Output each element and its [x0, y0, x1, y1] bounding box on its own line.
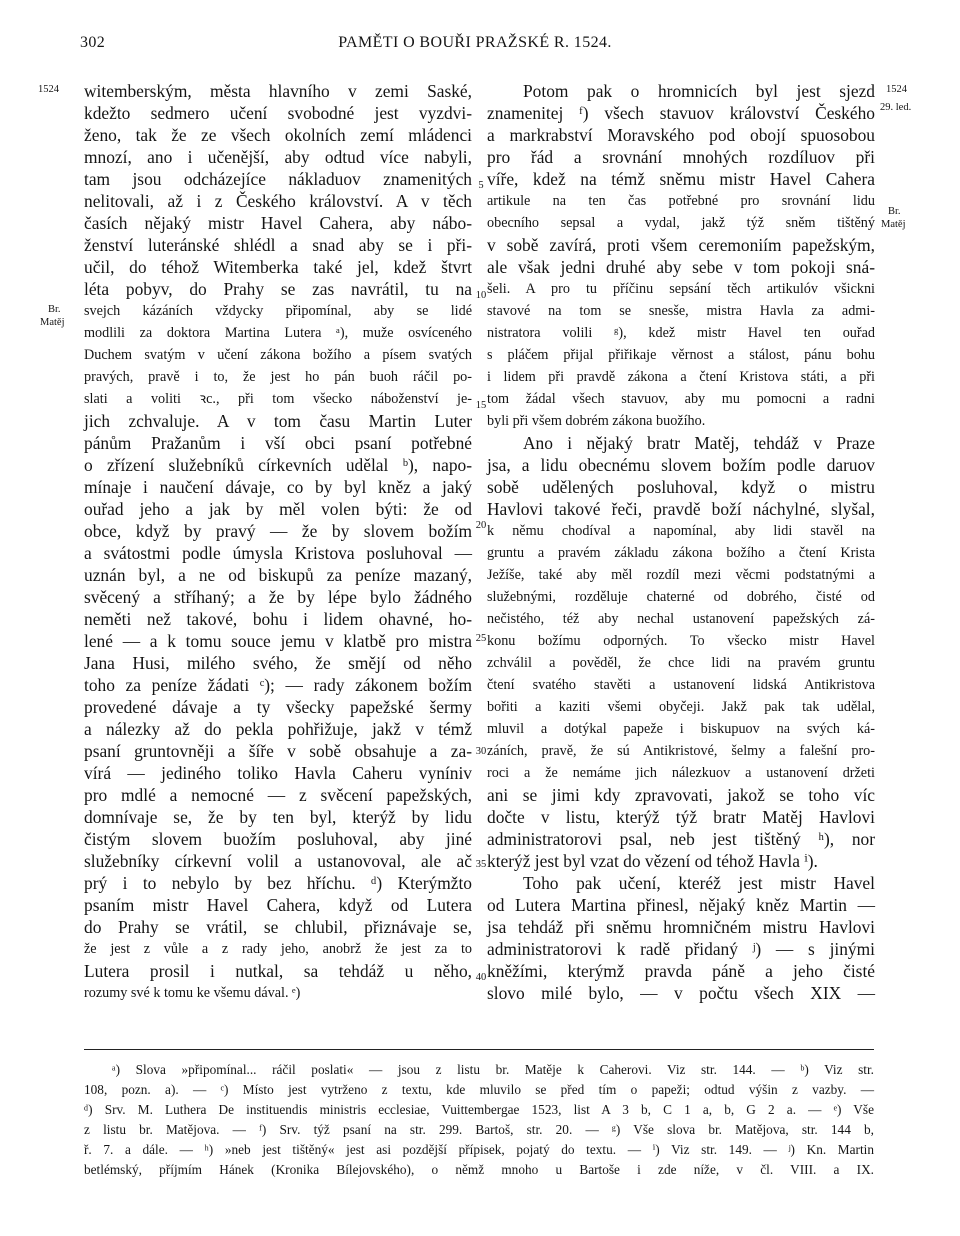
footnote-line: betlémský, příjmím Hánek (Kronika Bílejovského), o němž mnoho u Bartoše i zde níže, v čl. VIII. a IX. [84, 1162, 874, 1177]
line-number: 10 [475, 290, 487, 301]
text-line: modlili za doktora Martina Lutera ᵃ), muže osvíceného [84, 325, 472, 341]
text-line: sobě udělených posluhoval, když o mistru [487, 477, 875, 497]
text-line: a markrabství Moravského pod obojí spuosobou [487, 125, 875, 145]
text-line: Lutera prosil i nutkal, sa tehdáž u něho, [84, 961, 472, 981]
text-line: obce, když by pravý — že by slovem božím [84, 521, 472, 541]
text-line: jich zchvaluje. A v tom času Martin Luter [84, 411, 472, 431]
text-line: roci a že nemáme jich nálezkuov a ustanovení držeti [487, 765, 875, 781]
text-line: stavové na tom se snesše, mistra Havla za admi- [487, 303, 875, 319]
running-title: PAMĚTI O BOUŘI PRAŽSKÉ R. 1524. [338, 34, 612, 51]
text-line: pro mdlé a nemocné — z svěcení papežských, [84, 785, 472, 805]
text-line: nečistého, též aby nechal ustanovení papežských zá- [487, 611, 875, 627]
text-line: záních, pravě, že sú Antikristové, šelmy a falešní pro- [487, 743, 875, 759]
margin-name-left-2: Matěj [40, 317, 65, 328]
margin-year-right: 1524 [886, 84, 907, 95]
margin-name-left-1: Br. [48, 304, 61, 315]
text-line: psaní gruntovněji a šíře v sobě obsahuje a za- [84, 741, 472, 761]
text-line: slati a voliti ꝛc., při tom všecko náboženství je- [84, 391, 472, 407]
text-line: Duchem svatým v učení zákona božího a písem svatých [84, 347, 472, 363]
text-line: tam jsou odcházejíce nákladuov znamenitých [84, 169, 472, 189]
text-line: administratorovi psal, neb jest tištěný ʰ), nor [487, 829, 875, 849]
text-line: slovo milé bylo, — v počtu všech XIX — [487, 983, 875, 1003]
text-line: neměti než takové, bohu i lidem ohavné, ho- [84, 609, 472, 629]
text-line: o zřízení služebníků církevních udělal ᵇ), napo- [84, 455, 472, 475]
text-line: mínaje i naučení dávaje, co by byl kněz a jaký [84, 477, 472, 497]
text-line: Jana Husi, milého svého, že smějí od něho [84, 653, 472, 673]
text-line: dočte v listu, kterýž týž bratr Matěj Havlovi [487, 807, 875, 827]
text-line: provedené dávaje a ty všecky papežské šermy [84, 697, 472, 717]
text-line: znamenitej ᶠ) všech stavuov království Českého [487, 103, 875, 123]
text-line: kdežto sedmero učení svobodné jest vyzdvi- [84, 103, 472, 123]
line-number: 30 [475, 746, 487, 757]
text-line: domnívaje se, že by ten byl, kterýž by lidu [84, 807, 472, 827]
text-line: i lidem při pravdě zákona a čtení Kristova státi, a při [487, 369, 875, 385]
text-line: nelitovali, až i z Českého království. A v těch [84, 191, 472, 211]
text-line: a svátostmi podle úmysla Kristova posluhoval — [84, 543, 472, 563]
text-line: od Lutera Martina přinesl, nějaký kněz Martin — [487, 895, 875, 915]
text-line: Havlovi takové řeči, pravdě boží náchylné, slyšal, [487, 499, 875, 519]
margin-year-left: 1524 [38, 84, 59, 95]
page-number: 302 [80, 34, 106, 51]
text-line: pánům Pražanům i vší obci psaní potřebné [84, 433, 472, 453]
text-line: Ano i nějaký bratr Matěj, tehdáž v Praze [523, 433, 875, 453]
text-line: a nálezky až do pekla pohřižuje, jakž v témž [84, 719, 472, 739]
text-line: prý i to nebylo by bez hříchu. ᵈ) Kterýmžto [84, 873, 472, 893]
text-line: šeli. A pro tu příčinu sepsání těch artikulóv všickni [487, 281, 875, 297]
text-line: tom žádal všech stavuov, aby mu pomocni a radni [487, 391, 875, 407]
text-line: ouřad jeho a jak by měl volen býti: že od [84, 499, 472, 519]
text-line: k němu chodíval a napomínal, aby lidi stavěl na [487, 523, 875, 539]
text-line: čtení svatého stavěti a ustanovení lidská Antikristova [487, 677, 875, 693]
text-line: svejch kázáních vždycky připomínal, aby se lidé [84, 303, 472, 319]
page-header [80, 34, 870, 58]
text-line: kterýž jest byl vzat do vězení od téhož Havla ⁱ). [487, 851, 818, 871]
text-line: witemberským, města hlavního v zemi Saské, [84, 81, 472, 101]
text-line: učil, do téhož Witemberka také jel, kdež štvrt [84, 257, 472, 277]
text-line: obecního sepsal a vydal, jakž týž sněm tištěný [487, 215, 875, 231]
line-number: 35 [475, 859, 487, 870]
text-line: mnozí, ano i učenější, aby odtud více nabyli, [84, 147, 472, 167]
line-number: 40 [475, 972, 487, 983]
text-line: ženo, tak že ze všech okolních zemí mládenci [84, 125, 472, 145]
line-number: 15 [475, 400, 487, 411]
text-line: jsa, a lidu obecnému slovem božím podle daruov [487, 455, 875, 475]
margin-name-right-1: Br. [888, 206, 901, 217]
text-line: toho za peníze žádati ᶜ); — rady zákonem božím [84, 675, 472, 695]
line-number: 5 [478, 180, 484, 191]
footnote-line: ᵃ) Slova »připomínal... ráčil poslati« — jsou z listu br. Matěje k Caherovi. Viz str. 144. — ᵇ) Viz str. [112, 1062, 874, 1077]
text-line: mluvil a dotýkal papeže i biskupuov na svých ká- [487, 721, 875, 737]
text-line: služebnými, rozděluje chaterné od dobrého, čisté od [487, 589, 875, 605]
text-line: víře, kdež na témž sněmu mistr Havel Cahera [487, 169, 875, 189]
text-line: Ježíše, také aby měl rozdíl mezi věcmi podstatnými a [487, 567, 875, 583]
text-line: kněžími, kterýmž pravda páně a jeho čisté [487, 961, 875, 981]
text-line: lené — a k tomu souce jemu v klatbě pro mistra [84, 631, 472, 651]
text-line: gruntu a pravém základu zákona božího a čtení Krista [487, 545, 875, 561]
footnote-line: 108, pozn. a). — ᶜ) Místo jest vytrženo z textu, kde mluvilo se před tím o papeži; odtud výšin z vazby. — [84, 1082, 874, 1097]
text-line: uznán byl, a ne od biskupů za peníze mazaný, [84, 565, 472, 585]
footnote-separator [84, 1049, 874, 1050]
text-line: psaním mistr Havel Cahera, když od Lutera [84, 895, 472, 915]
text-line: do Prahy se vrátil, se chlubil, přiznávaje se, [84, 917, 472, 937]
footnote-line: ᵈ) Srv. M. Luthera De instituendis ministris ecclesiae, Vuittembergae 1523, list A 3 b, C 1 a, b, G 2 a. — ᵉ) Vše [84, 1102, 874, 1117]
text-line: administratorovi k radě přidaný ʲ) — s jinými [487, 939, 875, 959]
text-line: svěcený a stříhaný; a že by lépe bylo žádného [84, 587, 472, 607]
text-line: vírá — jediného toliko Havla Caheru vyníniv [84, 763, 472, 783]
text-line: ale však jedni druhé aby sebe v tom pokoji sná- [487, 257, 875, 277]
footnote-line: z listu br. Matějova. — ᶠ) Srv. týž psaní na str. 299. Bartoš, str. 20. — ᵍ) Vše slova br. Matějova, str. 144 b, [84, 1122, 874, 1137]
line-number: 25 [475, 633, 487, 644]
footnote-line: ř. 7. a dále. — ʰ) »neb jest tištěný« jest asi pozdější přípisek, pojatý do textu. — ⁱ) Viz str. 149. — ʲ) Kn. Martin [84, 1142, 874, 1157]
text-line: pravých, pravě i to, že jest ho pán buoh ráčil po- [84, 369, 472, 385]
text-line: jsa tehdáž při sněmu hromničném mistru Havlovi [487, 917, 875, 937]
text-line: časích nějaký mistr Havel Cahera, aby nábo- [84, 213, 472, 233]
text-line: v sobě zavírá, proti všem ceremoniím papežským, [487, 235, 875, 255]
text-line: bořiti a kaziti všemi obyčeji. Jakž pak tak udělal, [487, 699, 875, 715]
margin-date-right: 29. led. [880, 102, 912, 113]
text-line: byli při všem dobrém zákona buožího. [487, 413, 706, 429]
text-line: artikule na ten čas potřebné pro srovnání lidu [487, 193, 875, 209]
text-line: léta pobyv, do Prahy se zas navrátil, tu na [84, 279, 472, 299]
text-line: že jest z vůle a z rady jeho, anobrž že jest za to [84, 941, 472, 957]
line-number: 20 [475, 520, 487, 531]
text-line: ženství luteránské shlédl a snad aby se i při- [84, 235, 472, 255]
margin-name-right-2: Matěj [881, 219, 906, 230]
text-line: služebníky církevní volil a ustanovoval, ale ač [84, 851, 472, 871]
text-line: Potom pak o hromnicích byl jest sjezd [523, 81, 875, 101]
text-line: ani se jimi kdy zpravovati, jakož se toho víc [487, 785, 875, 805]
text-line: zchválil a pověděl, že chce lidi na pravém gruntu [487, 655, 875, 671]
text-line: Toho pak učení, kteréž jest mistr Havel [523, 873, 875, 893]
text-line: čistým slovem buožím posluhoval, aby jiné [84, 829, 472, 849]
text-line: s pláčem přijal přiřikaje věrnost a stálost, pánu bohu [487, 347, 875, 363]
text-line: rozumy své k tomu ke všemu dával. ᵉ) [84, 985, 301, 1001]
text-line: konu božímu odporných. To všecko mistr Havel [487, 633, 875, 649]
text-line: nistratora volili ᵍ), kdež mistr Havel ten ouřad [487, 325, 875, 341]
text-line: pro řád a srovnání mnohých rozdíluov při [487, 147, 875, 167]
